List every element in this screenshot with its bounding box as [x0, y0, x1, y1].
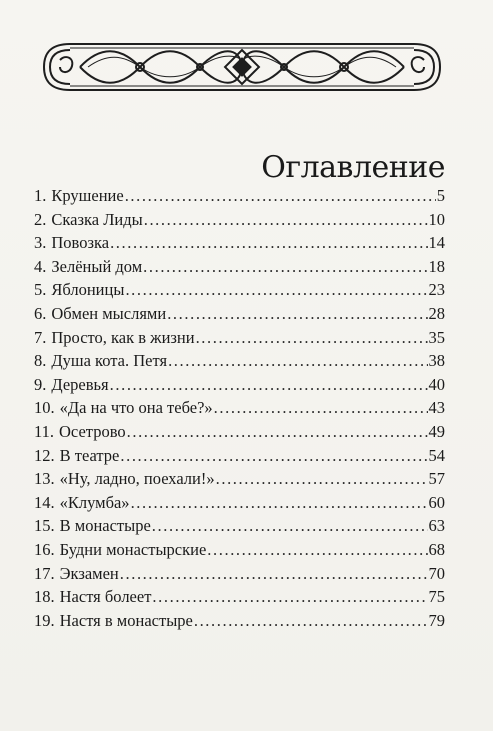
- toc-entry-number: 17.: [34, 563, 55, 583]
- toc-entry[interactable]: [34, 585, 445, 609]
- toc-entry-title: Крушение: [51, 186, 124, 205]
- toc-entry[interactable]: [34, 396, 445, 420]
- toc-entry[interactable]: [34, 184, 445, 208]
- toc-entry-number: 6.: [34, 303, 47, 323]
- toc-entry-page: 63: [428, 516, 445, 536]
- toc-entry-number: 8.: [34, 351, 47, 371]
- toc-entry[interactable]: [34, 467, 445, 491]
- toc-entry-page: 23: [428, 280, 445, 300]
- toc-dot-leader: [110, 373, 428, 397]
- toc-dot-leader: [127, 420, 428, 444]
- toc-entry-page: 54: [428, 445, 445, 465]
- toc-dot-leader: [125, 278, 427, 302]
- toc-entry[interactable]: [34, 609, 445, 633]
- toc-entry-number: 18.: [34, 587, 55, 607]
- toc-entry-title: В монастыре: [59, 516, 151, 536]
- toc-entry-number: 15.: [34, 516, 55, 536]
- toc-dot-leader: [194, 609, 428, 633]
- toc-entry-title: Экзамен: [59, 563, 119, 583]
- toc-entry[interactable]: [34, 349, 445, 373]
- toc-dot-leader: [144, 208, 428, 232]
- toc-entry-title: Просто, как в жизни: [51, 327, 195, 347]
- toc-entry-page: 10: [428, 209, 445, 229]
- toc-entry-page: 40: [428, 374, 445, 394]
- celtic-knot-border-icon: [40, 36, 444, 98]
- toc-entry-number: 7.: [34, 327, 47, 347]
- toc-entry-page: 28: [428, 303, 445, 323]
- toc-entry[interactable]: [34, 373, 445, 397]
- toc-entry-number: 5.: [34, 280, 47, 300]
- toc-entry-title: Яблоницы: [51, 280, 125, 300]
- toc-entry-number: 1.: [34, 186, 47, 205]
- toc-entry-title: Повозка: [51, 233, 110, 253]
- toc-entry-number: 14.: [34, 492, 55, 512]
- toc-entry-number: 13.: [34, 469, 55, 489]
- toc-entry-page: 75: [428, 587, 445, 607]
- toc-entry[interactable]: [34, 514, 445, 538]
- toc-entry-number: 3.: [34, 233, 47, 253]
- toc-entry[interactable]: [34, 326, 445, 350]
- toc-entry[interactable]: [34, 231, 445, 255]
- toc-entry-page: 79: [428, 610, 445, 630]
- toc-dot-leader: [152, 514, 428, 538]
- toc-entry-page: 5: [436, 186, 445, 205]
- toc-entry-page: 49: [428, 421, 445, 441]
- toc-entry-number: 16.: [34, 539, 55, 559]
- toc-entry-title: Обмен мыслями: [51, 303, 167, 323]
- toc-entry-title: Деревья: [51, 374, 109, 394]
- toc-entry[interactable]: [34, 562, 445, 586]
- toc-dot-leader: [168, 349, 427, 373]
- toc-dot-leader: [216, 467, 428, 491]
- toc-entry-title: «Ну, ладно, поехали!»: [59, 469, 215, 489]
- page-title: Оглавление: [261, 150, 445, 186]
- toc-entry-number: 19.: [34, 610, 55, 630]
- toc-dot-leader: [214, 396, 428, 420]
- toc-entry-page: 18: [428, 256, 445, 276]
- toc-dot-leader: [207, 538, 427, 562]
- toc-entry-number: 11.: [34, 421, 55, 441]
- toc-entry-title: Зелёный дом: [51, 256, 143, 276]
- toc-entry[interactable]: [34, 278, 445, 302]
- toc-entry-title: «Да на что она тебе?»: [59, 398, 213, 418]
- toc-entry-number: 4.: [34, 256, 47, 276]
- toc-entry-page: 57: [428, 469, 445, 489]
- toc-entry-page: 43: [428, 398, 445, 418]
- toc-entry-page: 60: [428, 492, 445, 512]
- toc-entry-title: Будни монастырские: [59, 539, 207, 559]
- toc-dot-leader: [196, 326, 428, 350]
- toc-entry-title: Осетрово: [59, 421, 126, 441]
- toc-dot-leader: [120, 562, 428, 586]
- toc-dot-leader: [167, 302, 427, 326]
- toc-entry-page: 70: [428, 563, 445, 583]
- toc-dot-leader: [120, 444, 427, 468]
- toc-entry[interactable]: [34, 420, 445, 444]
- toc-entry-number: 12.: [34, 445, 55, 465]
- toc-entry-page: 35: [428, 327, 445, 347]
- toc-dot-leader: [131, 491, 428, 515]
- toc-entry[interactable]: [34, 208, 445, 232]
- toc-dot-leader: [110, 231, 427, 255]
- table-of-contents: [34, 184, 445, 632]
- toc-entry-number: 10.: [34, 398, 55, 418]
- toc-entry[interactable]: [34, 255, 445, 279]
- toc-entry-number: 2.: [34, 209, 47, 229]
- toc-entry-title: «Клумба»: [59, 492, 130, 512]
- toc-entry[interactable]: [34, 444, 445, 468]
- toc-entry-title: Настя болеет: [59, 587, 152, 607]
- toc-entry-title: В театре: [59, 445, 120, 465]
- toc-entry-page: 38: [428, 351, 445, 371]
- toc-dot-leader: [143, 255, 427, 279]
- toc-entry-page: 68: [428, 539, 445, 559]
- toc-dot-leader: [125, 184, 436, 208]
- toc-entry-title: Настя в монастыре: [59, 610, 193, 630]
- toc-entry-number: 9.: [34, 374, 47, 394]
- toc-entry-title: Сказка Лиды: [51, 209, 143, 229]
- toc-entry-page: 14: [428, 233, 445, 253]
- toc-dot-leader: [152, 585, 427, 609]
- toc-entry[interactable]: [34, 491, 445, 515]
- toc-entry-title: Душа кота. Петя: [51, 351, 168, 371]
- toc-entry[interactable]: [34, 302, 445, 326]
- toc-entry[interactable]: [34, 538, 445, 562]
